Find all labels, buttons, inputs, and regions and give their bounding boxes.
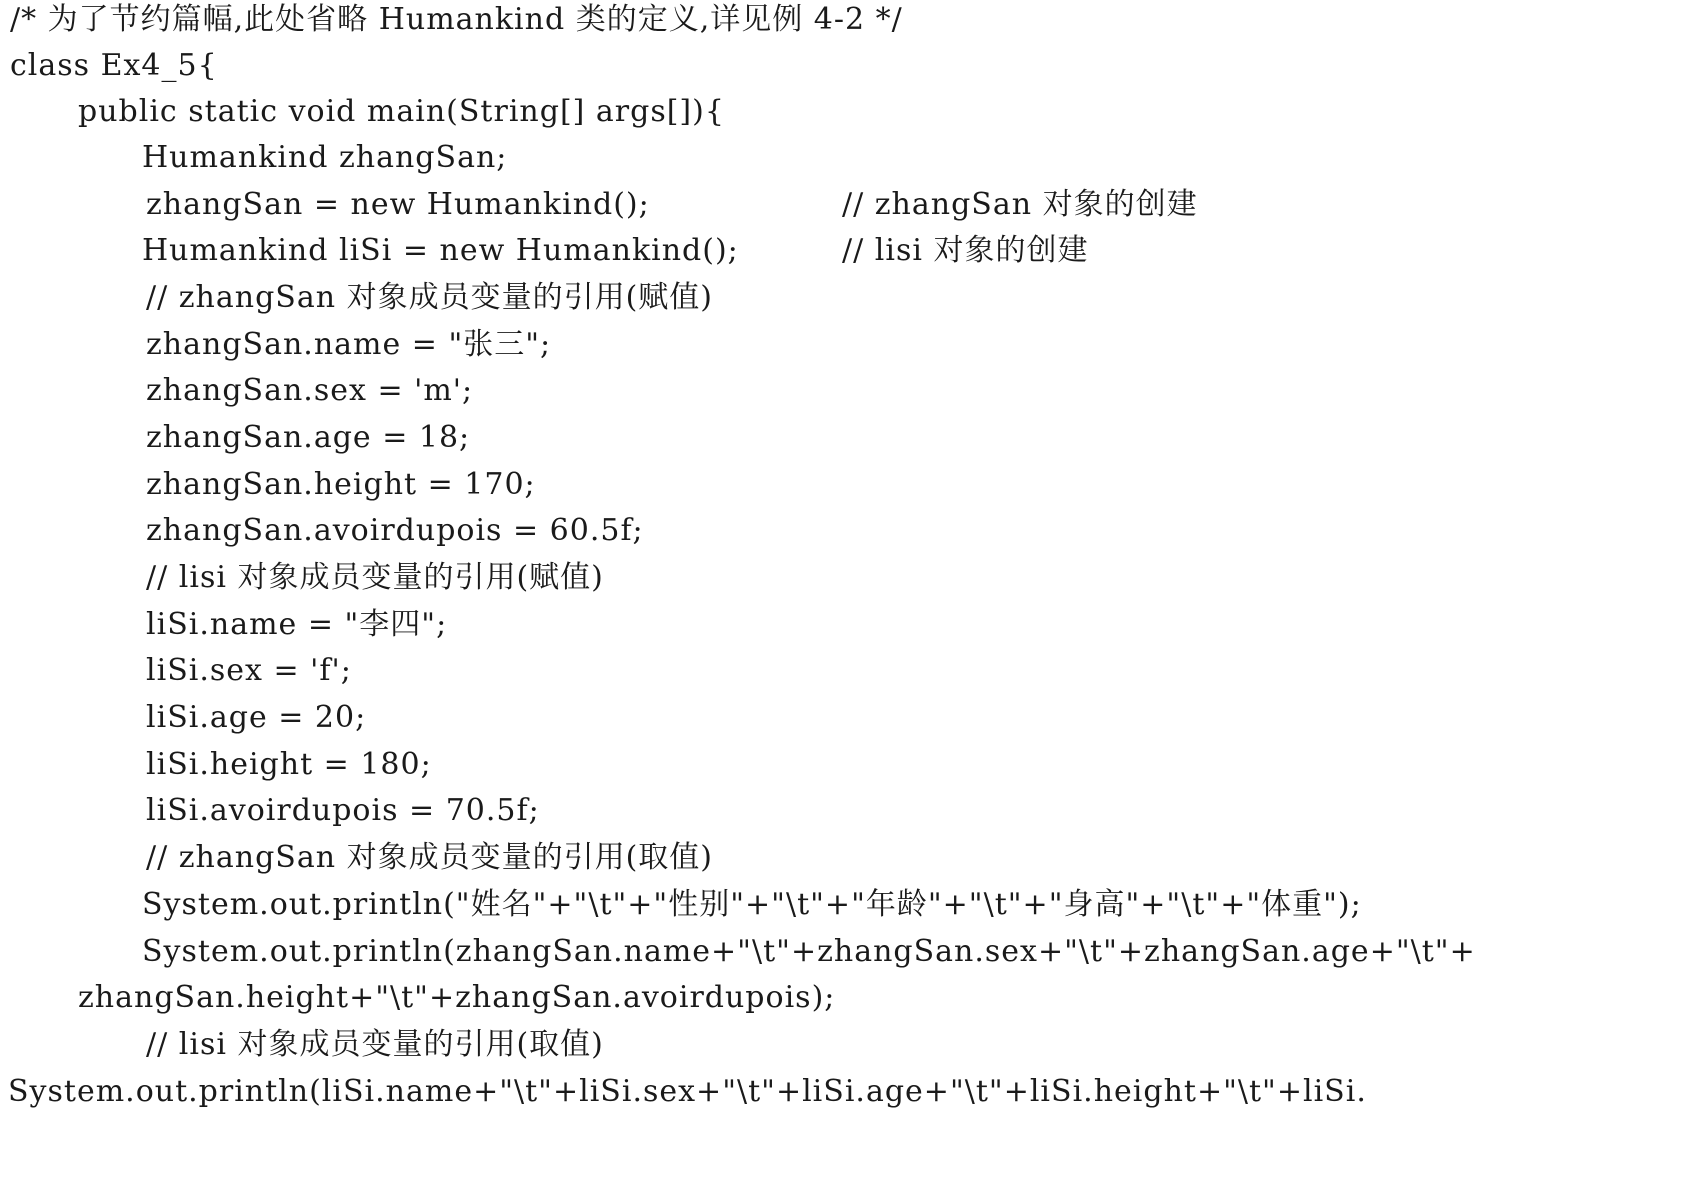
code-line-zhangsan-sex: zhangSan.sex = 'm';	[146, 373, 474, 408]
code-line-println-zhangsan-part2: zhangSan.height+"\t"+zhangSan.avoirdupois);	[78, 980, 836, 1015]
code-line-println-header: System.out.println("姓名"+"\t"+"性别"+"\t"+"年龄"+"\t"+"身高"+"\t"+"体重");	[142, 887, 1362, 922]
code-line-println-lisi: System.out.println(liSi.name+"\t"+liSi.sex+"\t"+liSi.age+"\t"+liSi.height+"\t"+liSi.	[8, 1074, 1367, 1109]
code-line-zhangsan-age: zhangSan.age = 18;	[146, 420, 471, 455]
code-line-comment-lisi-read: // lisi 对象成员变量的引用(取值)	[146, 1027, 604, 1062]
code-line-comment-lisi-assign: // lisi 对象成员变量的引用(赋值)	[146, 560, 604, 595]
code-line-lisi-name: liSi.name = "李四";	[146, 607, 448, 642]
code-comment-create-lisi: // lisi 对象的创建	[842, 233, 1089, 268]
code-line-declare-zhangsan: Humankind zhangSan;	[142, 140, 508, 175]
code-line-class-decl: class Ex4_5{	[10, 48, 218, 83]
code-line-zhangsan-avoirdupois: zhangSan.avoirdupois = 60.5f;	[146, 513, 644, 548]
code-line-lisi-sex: liSi.sex = 'f';	[146, 653, 352, 688]
code-line-lisi-avoirdupois: liSi.avoirdupois = 70.5f;	[146, 793, 540, 828]
code-comment-create-zhangsan: // zhangSan 对象的创建	[842, 187, 1198, 222]
code-line-comment-zhangsan-read: // zhangSan 对象成员变量的引用(取值)	[146, 840, 713, 875]
code-line-create-lisi: Humankind liSi = new Humankind();	[142, 233, 739, 268]
code-line-main-method: public static void main(String[] args[]){	[78, 94, 725, 129]
code-line-println-zhangsan-part1: System.out.println(zhangSan.name+"\t"+zhangSan.sex+"\t"+zhangSan.age+"\t"+	[142, 934, 1476, 969]
code-line-lisi-height: liSi.height = 180;	[146, 747, 432, 782]
code-line-lisi-age: liSi.age = 20;	[146, 700, 367, 735]
code-line-zhangsan-height: zhangSan.height = 170;	[146, 467, 536, 502]
code-line-header-comment: /* 为了节约篇幅,此处省略 Humankind 类的定义,详见例 4-2 */	[10, 2, 903, 37]
code-line-zhangsan-name: zhangSan.name = "张三";	[146, 327, 552, 362]
code-line-comment-zhangsan-assign: // zhangSan 对象成员变量的引用(赋值)	[146, 280, 713, 315]
code-line-create-zhangsan: zhangSan = new Humankind();	[146, 187, 650, 222]
